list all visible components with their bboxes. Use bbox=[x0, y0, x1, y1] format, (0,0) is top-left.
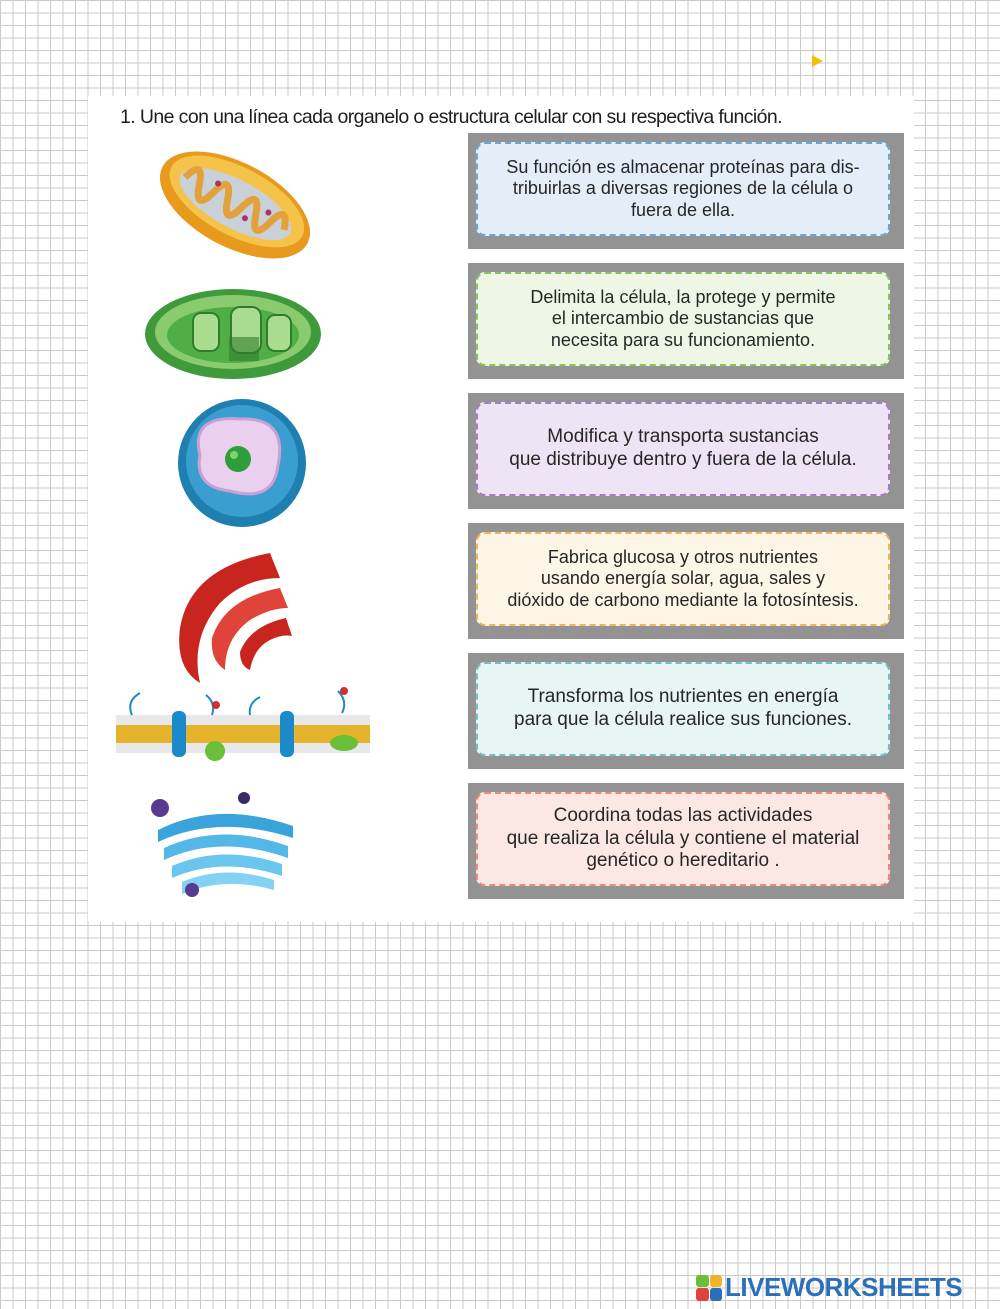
function-panel-2 bbox=[468, 263, 904, 379]
function-line: dióxido de carbono mediante la fotosíntesis. bbox=[507, 589, 859, 610]
function-card-1[interactable] bbox=[476, 142, 890, 236]
liveworksheets-logo[interactable] bbox=[696, 1272, 962, 1303]
instruction-text: 1. Une con una línea cada organelo o estructura celular con su respectiva función. bbox=[120, 106, 782, 128]
function-line: fuera de ella. bbox=[630, 199, 736, 220]
function-line: necesita para su funcionamiento. bbox=[550, 329, 816, 350]
function-line: que distribuye dentro y fuera de la célula. bbox=[509, 449, 857, 470]
function-line: genético o hereditario . bbox=[586, 850, 780, 872]
function-panel-1 bbox=[468, 133, 904, 249]
function-line: que realiza la célula y contiene el material bbox=[506, 827, 860, 849]
play-arrow-icon[interactable] bbox=[812, 55, 823, 67]
golgi-apparatus-icon bbox=[148, 790, 303, 900]
function-line: el intercambio de sustancias que bbox=[551, 308, 815, 329]
function-card-2[interactable] bbox=[476, 272, 890, 366]
function-panel-3 bbox=[468, 393, 904, 509]
chloroplast-icon bbox=[143, 287, 323, 382]
mitochondrion-icon bbox=[150, 138, 320, 273]
cell-membrane-icon bbox=[112, 685, 374, 780]
function-card-5[interactable] bbox=[476, 662, 890, 756]
endoplasmic-reticulum-icon bbox=[170, 548, 300, 688]
brand-text: LIVEWORKSHEETS bbox=[725, 1272, 963, 1302]
function-line: Fabrica glucosa y otros nutrientes bbox=[547, 546, 819, 567]
function-line: Delimita la célula, la protege y permite bbox=[530, 286, 836, 307]
function-line: Su función es almacenar proteínas para dis- bbox=[506, 156, 860, 177]
function-line: usando energía solar, agua, sales y bbox=[540, 568, 826, 589]
function-line: Modifica y transporta sustancias bbox=[547, 426, 819, 448]
function-card-4[interactable] bbox=[476, 532, 890, 626]
function-panel-4 bbox=[468, 523, 904, 639]
function-panel-5 bbox=[468, 653, 904, 769]
function-card-6[interactable] bbox=[476, 792, 890, 886]
liveworksheets-logo-icon bbox=[696, 1275, 722, 1301]
function-line: Coordina todas las actividades bbox=[553, 804, 813, 826]
nucleus-icon bbox=[170, 395, 315, 530]
function-card-3[interactable] bbox=[476, 402, 890, 496]
function-line: para que la célula realice sus funciones. bbox=[514, 709, 852, 730]
function-panel-6 bbox=[468, 783, 904, 899]
function-line: tribuirlas a diversas regiones de la célula o bbox=[512, 178, 854, 199]
function-line: Transforma los nutrientes en energía bbox=[527, 686, 839, 708]
